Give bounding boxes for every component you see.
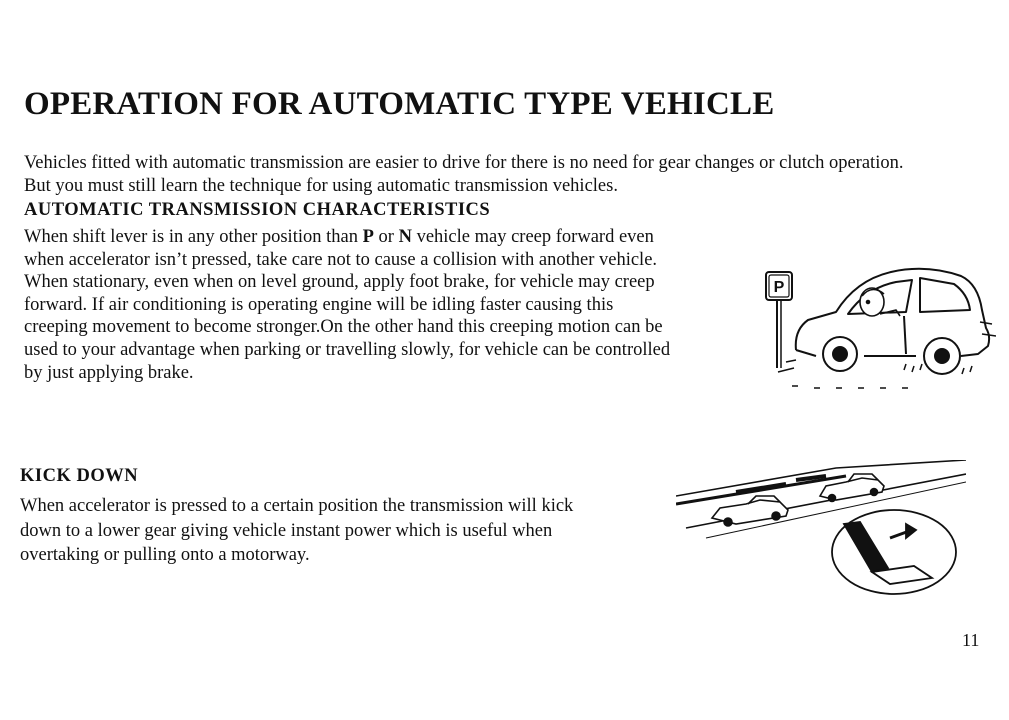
kick-down-paragraph [20,494,660,568]
paragraph-line: by just applying brake. [24,362,194,383]
paragraph-line: used to your advantage when parking or travelling slowly, for vehicle can be controlled [24,339,671,360]
creeping-car-illustration [756,250,996,410]
lever-position-p: P [362,227,374,247]
section-heading-automatic-characteristics: AUTOMATIC TRANSMISSION CHARACTERISTICS [24,200,491,220]
paragraph-line [24,226,744,249]
paragraph-line: when accelerator isn’t pressed, take care not to cause a collision with another vehicle. [24,249,658,270]
paragraph-line: overtaking or pulling onto a motorway. [20,545,310,565]
overtaking-car-icon [712,496,788,526]
text-fragment: vehicle may creep forward even [411,227,654,247]
intro-line: Vehicles fitted with automatic transmission are easier to drive for there is no need for gear changes or clutch operation. [24,153,904,173]
paragraph-line: When accelerator is pressed to a certain position the transmission will kick [20,496,574,516]
car-icon [796,269,996,374]
paragraph-line: down to a lower gear giving vehicle instant power which is useful when [20,520,553,541]
kick-down-illustration [676,460,966,600]
text-fragment: When shift lever is in any other position than [24,227,363,247]
paragraph-line: When stationary, even when on level ground, apply foot brake, for vehicle may creep [24,272,655,293]
accelerator-pedal-icon [832,510,956,594]
automatic-characteristics-paragraph [24,226,744,384]
paragraph-line: creeping movement to become stronger.On the other hand this creeping motion can be [24,317,663,338]
paragraph-line: forward. If air conditioning is operating engine will be idling faster causing this [24,294,614,315]
page-title: OPERATION FOR AUTOMATIC TYPE VEHICLE [24,86,775,122]
lever-position-n: N [398,227,412,247]
parking-sign-icon [766,272,792,368]
parking-sign-letter: P [773,279,785,296]
text-fragment: or [373,227,399,247]
page-number: 11 [962,630,980,650]
intro-line: But you must still learn the technique for using automatic transmission vehicles. [24,176,618,196]
intro-paragraph [24,152,999,198]
section-heading-kick-down: KICK DOWN [20,466,139,486]
